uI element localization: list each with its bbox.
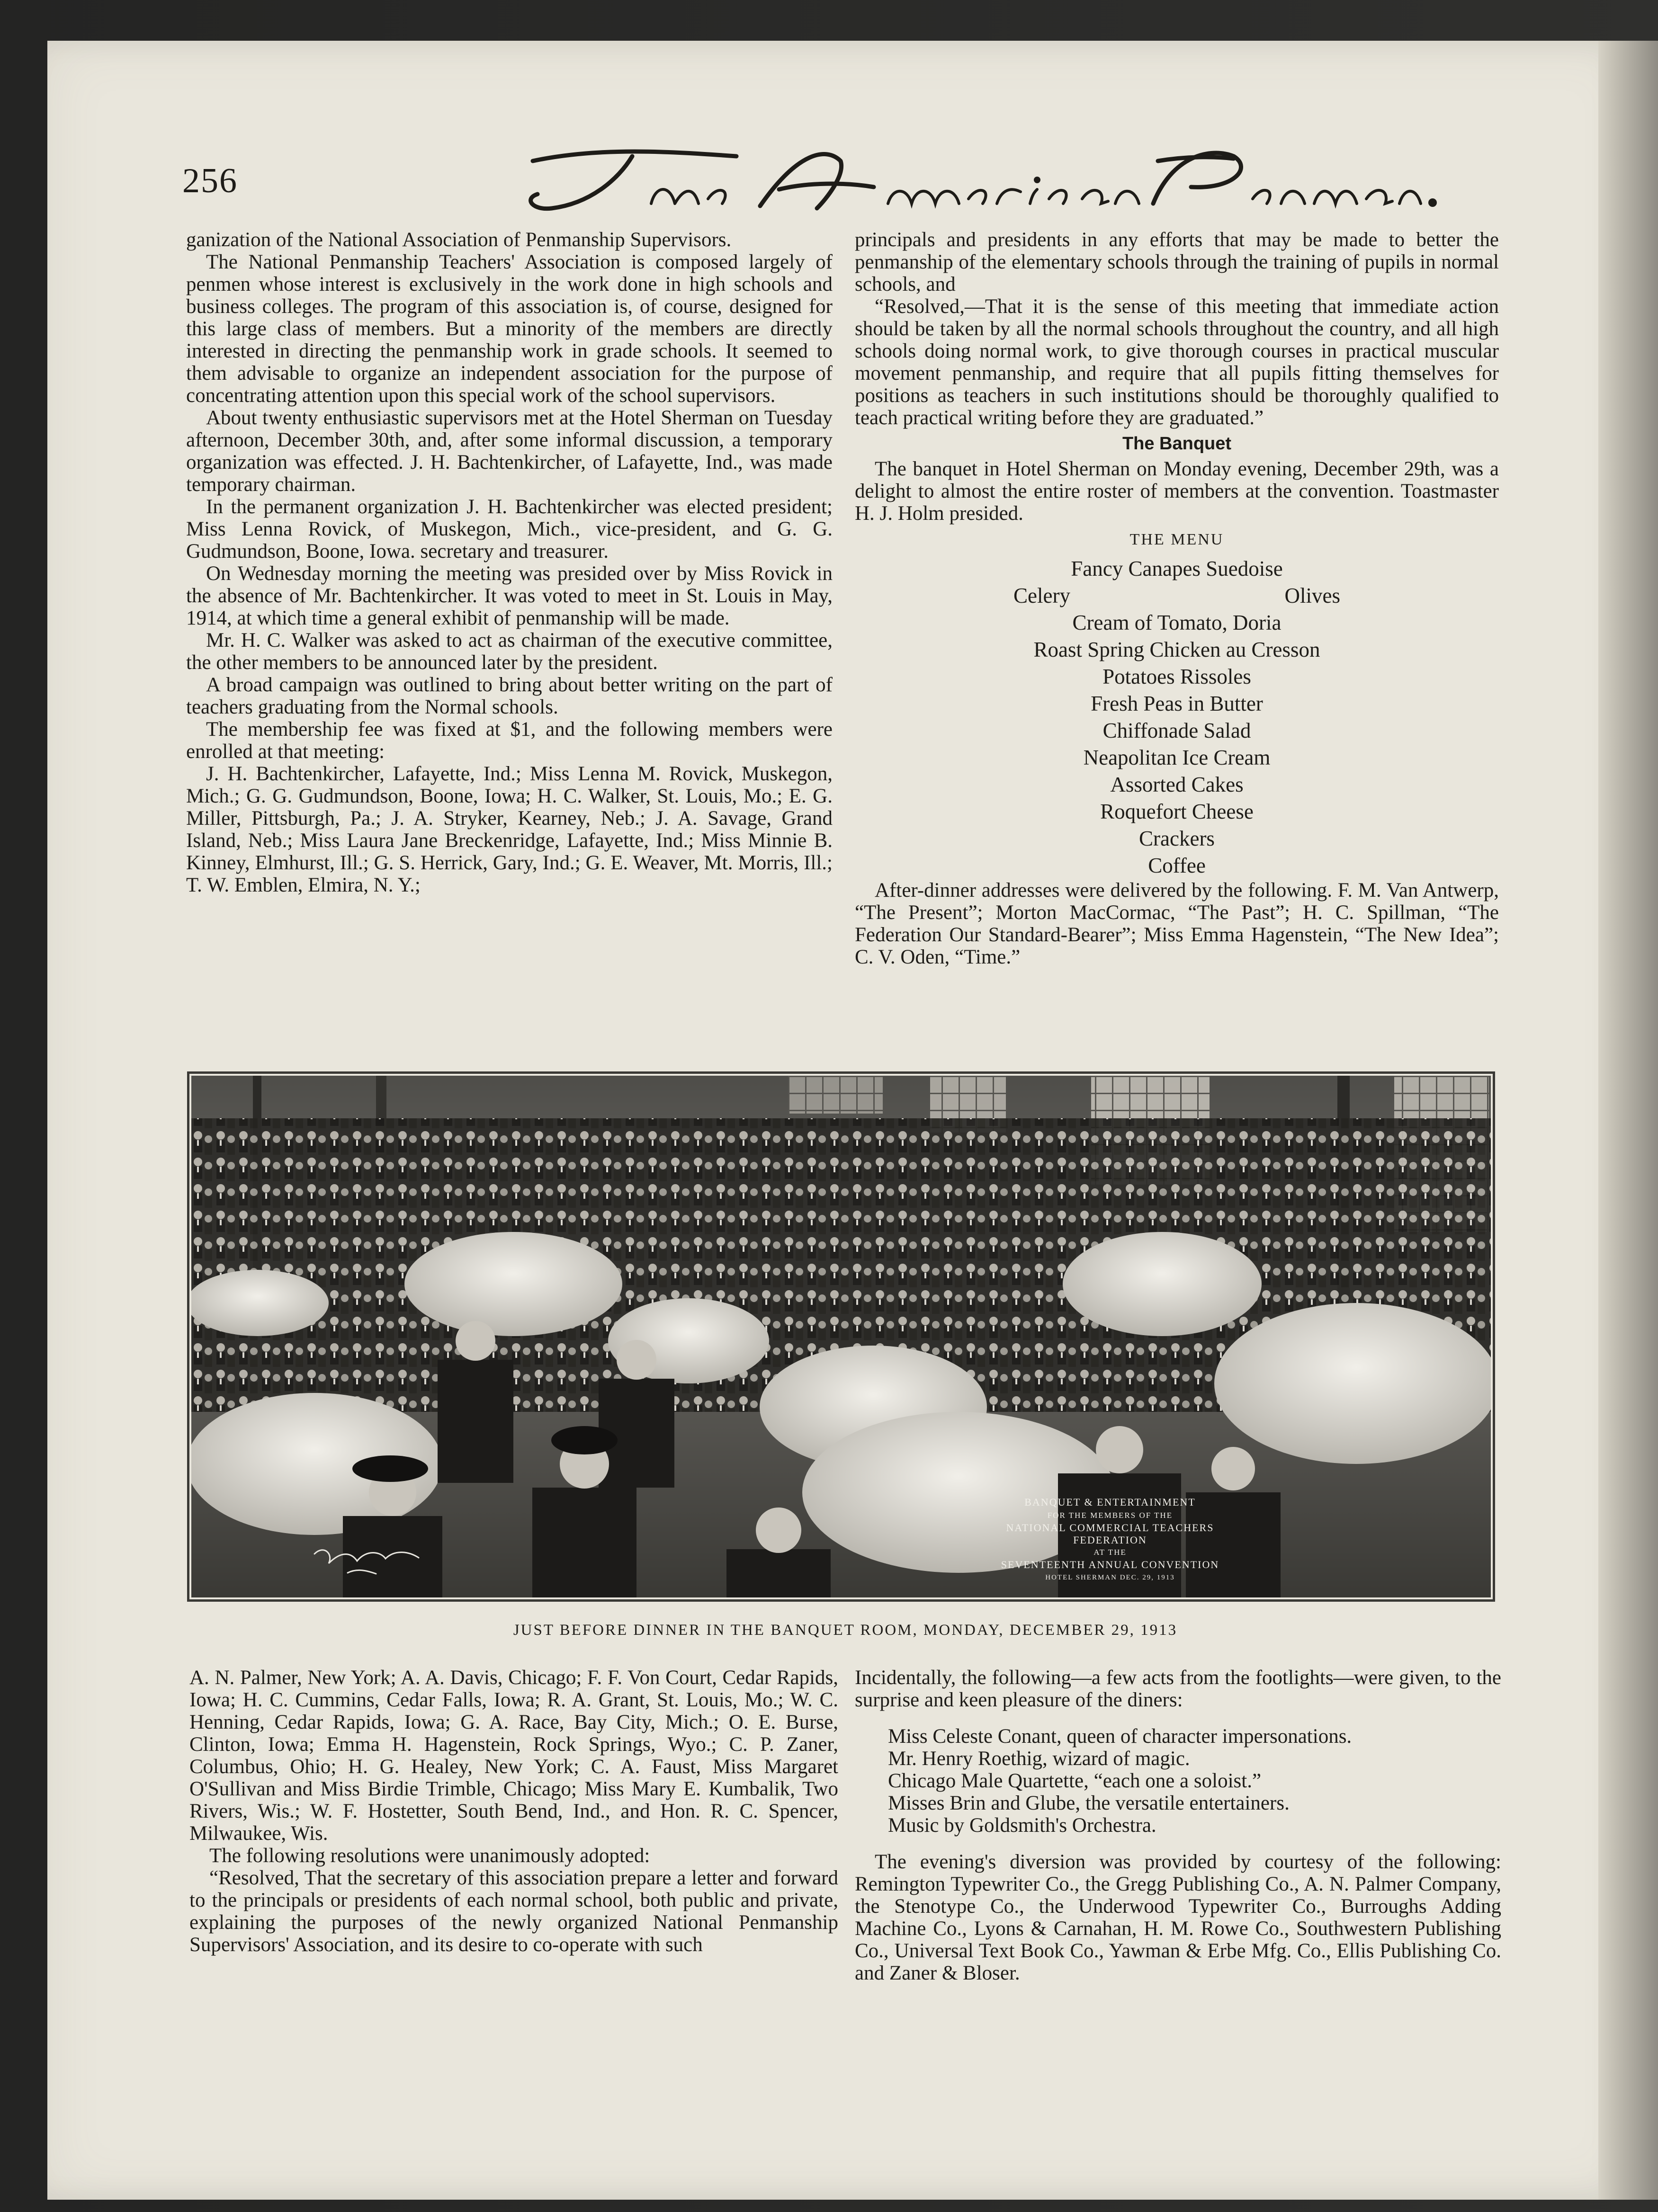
photo-caption: JUST BEFORE DINNER IN THE BANQUET ROOM, MONDAY, DECEMBER 29, 1913 xyxy=(513,1622,1178,1639)
article-column-right-bottom xyxy=(855,1667,1501,1984)
paragraph: ganization of the National Association of Penmanship Supervisors. xyxy=(186,229,732,251)
page-header xyxy=(182,142,1508,218)
paragraph: About twenty enthusiastic supervisors met at the Hotel Sherman on Tuesday afternoon, December 30th, and, after some informal discussion, a temporary organization was effected. J. H. Bachtenkircher, of Lafayette, Ind., was made temporary chairman. xyxy=(186,407,833,496)
menu-item: Celery xyxy=(1013,584,1070,607)
paragraph: In the permanent organization J. H. Bachtenkircher was elected president; Miss Lenna Rovick, of Muskegon, Mich., vice-president, and G. G. Gudmundson, Boone, Iowa. secretary and treasurer. xyxy=(186,496,833,562)
banquet-heading: The Banquet xyxy=(1122,434,1232,454)
list-item: Mr. Henry Roethig, wizard of magic. xyxy=(888,1748,1190,1770)
photo-overlay-line: FEDERATION xyxy=(1073,1534,1147,1546)
menu-item: Coffee xyxy=(1148,854,1206,877)
resolution: “Resolved,—That it is the sense of this meeting that immediate action should be taken by all the normal schools throughout the country, and all high schools doing normal work, to give thorough courses in practical muscular movement penmanship, and require that all pupils fitting themselves for positions as teachers in such institutions should be thoroughly qualified to teach practical writing before they are graduated.” xyxy=(855,295,1499,429)
list-item: Chicago Male Quartette, “each one a soloist.” xyxy=(888,1770,1262,1792)
menu-item: Roast Spring Chicken au Cresson xyxy=(1033,638,1320,661)
paragraph: The following resolutions were unanimously adopted: xyxy=(209,1845,650,1867)
article-column-left-top xyxy=(186,229,833,896)
paragraph: The evening's diversion was provided by courtesy of the following: Remington Typewriter Co., the Gregg Publishing Co., A. N. Palmer Company, the Stenotype Co., the Underwood Typewriter Co., Burroughs Adding Machine Co., Lyons & Carnahan, H. M. Rowe Co., Southwestern Publishing Co., Universal Text Book Co., Yawman & Erbe Mfg. Co., Ellis Publishing Co. and Zaner & Bloser. xyxy=(855,1851,1501,1984)
photo-overlay-line: AT THE xyxy=(1093,1548,1127,1557)
paragraph: Incidentally, the following—a few acts from the footlights—were given, to the surprise and keen pleasure of the diners: xyxy=(855,1667,1501,1711)
menu-item: Chiffonade Salad xyxy=(1102,719,1251,742)
paragraph: On Wednesday morning the meeting was presided over by Miss Rovick in the absence of Mr. Bachtenkircher. It was voted to meet in St. Louis in May, 1914, at which time a general exhibit of penmanship will be made. xyxy=(186,562,833,629)
list-item: Misses Brin and Glube, the versatile entertainers. xyxy=(888,1792,1290,1814)
photo-overlay-line: FOR THE MEMBERS OF THE xyxy=(1047,1511,1173,1520)
photo-overlay-line: SEVENTEENTH ANNUAL CONVENTION xyxy=(1001,1559,1219,1570)
paragraph: A broad campaign was outlined to bring about better writing on the part of teachers graduating from the Normal schools. xyxy=(186,674,833,718)
page-edge xyxy=(1598,41,1658,2200)
paragraph: After-dinner addresses were delivered by the following. F. M. Van Antwerp, “The Present”; Morton MacCormac, “The Past”; H. C. Spillman, “The Federation Our Standard-Bearer”; Miss Emma Hagenstein, “The New Idea”; C. V. Oden, “Time.” xyxy=(855,879,1499,968)
paragraph: The membership fee was fixed at $1, and the following members were enrolled at that meeting: xyxy=(186,718,833,763)
resolution: “Resolved, That the secretary of this association prepare a letter and forward to the principals or presidents of each normal school, both public and private, explaining the purposes of the newly organized National Penmanship Supervisors' Association, and its desire to co-operate with such xyxy=(189,1867,838,1956)
menu-item: Neapolitan Ice Cream xyxy=(1083,746,1271,769)
article-column-left-bottom xyxy=(189,1667,838,1956)
menu-item-pair xyxy=(1013,582,1340,609)
banquet-photograph xyxy=(187,1071,1495,1602)
menu-item: Crackers xyxy=(1139,827,1215,850)
menu-item: Potatoes Rissoles xyxy=(1102,665,1251,688)
paragraph: Mr. H. C. Walker was asked to act as chairman of the executive committee, the other members to be announced later by the president. xyxy=(186,629,833,674)
article-column-right-top xyxy=(855,229,1499,968)
page-number: 256 xyxy=(182,161,238,200)
menu-item: Cream of Tomato, Doria xyxy=(1072,611,1282,634)
list-item: Music by Goldsmith's Orchestra. xyxy=(888,1814,1156,1837)
photo-overlay-line: NATIONAL COMMERCIAL TEACHERS xyxy=(1006,1522,1214,1534)
entertainment-list xyxy=(888,1725,1501,1837)
photo-overlay-line: HOTEL SHERMAN DEC. 29, 1913 xyxy=(1045,1574,1175,1581)
menu-item: Fresh Peas in Butter xyxy=(1091,692,1263,715)
photo-overlay-line: BANQUET & ENTERTAINMENT xyxy=(1024,1496,1196,1508)
paragraph: principals and presidents in any efforts that may be made to better the penmanship of the elementary schools through the training of pupils in normal schools, and xyxy=(855,229,1499,295)
menu-item: Fancy Canapes Suedoise xyxy=(1071,557,1283,580)
member-list: J. H. Bachtenkircher, Lafayette, Ind.; Miss Lenna M. Rovick, Muskegon, Mich.; G. G. Gudmundson, Boone, Iowa; H. C. Walker, St. Louis, Mo.; E. G. Miller, Pittsburgh, Pa.; J. A. Stryker, Kearney, Neb.; J. A. Savage, Grand Island, Neb.; Miss Laura Jane Breckenridge, Lafayette, Ind.; Miss Minnie B. Kinney, Elmhurst, Ill.; G. S. Herrick, Gary, Ind.; G. E. Weaver, Mt. Morris, Ill.; T. W. Emblen, Elmira, N. Y.; xyxy=(186,763,833,896)
menu-title: THE MENU xyxy=(1129,531,1224,548)
masthead-logo xyxy=(514,142,1437,218)
banquet-menu xyxy=(855,555,1499,879)
photo-image xyxy=(191,1076,1491,1597)
member-list: A. N. Palmer, New York; A. A. Davis, Chicago; F. F. Von Court, Cedar Rapids, Iowa; H. C. Cummins, Cedar Falls, Iowa; R. A. Grant, St. Louis, Mo.; W. C. Henning, Cedar Rapids, Iowa; G. A. Race, Bay City, Mich.; O. E. Burse, Clinton, Iowa; Emma H. Hagenstein, Rock Springs, Wyo.; C. P. Zaner, Columbus, Ohio; H. G. Healey, New York; C. A. Faust, Miss Margaret O'Sullivan and Miss Birdie Trimble, Chicago; Miss Mary E. Kumbalik, Two Rivers, Wis.; W. F. Hostetter, South Bend, Ind., and Hon. R. C. Spencer, Milwaukee, Wis. xyxy=(189,1667,838,1845)
menu-item: Assorted Cakes xyxy=(1110,773,1244,796)
list-item: Miss Celeste Conant, queen of character impersonations. xyxy=(888,1725,1352,1748)
menu-item: Olives xyxy=(1284,584,1340,607)
menu-item: Roquefort Cheese xyxy=(1100,800,1254,823)
paragraph: The National Penmanship Teachers' Association is composed largely of penmen whose interest is exclusively in the work done in high schools and business colleges. The program of this association is, of course, designed for this large class of members. But a minority of the members are directly interested in directing the penmanship work in grade schools. It seemed to them advisable to organize an independent association for the purpose of concentrating attention upon this special work of the school supervisors. xyxy=(186,251,833,407)
paragraph: The banquet in Hotel Sherman on Monday evening, December 29th, was a delight to almost the entire roster of members at the convention. Toastmaster H. J. Holm presided. xyxy=(855,458,1499,525)
